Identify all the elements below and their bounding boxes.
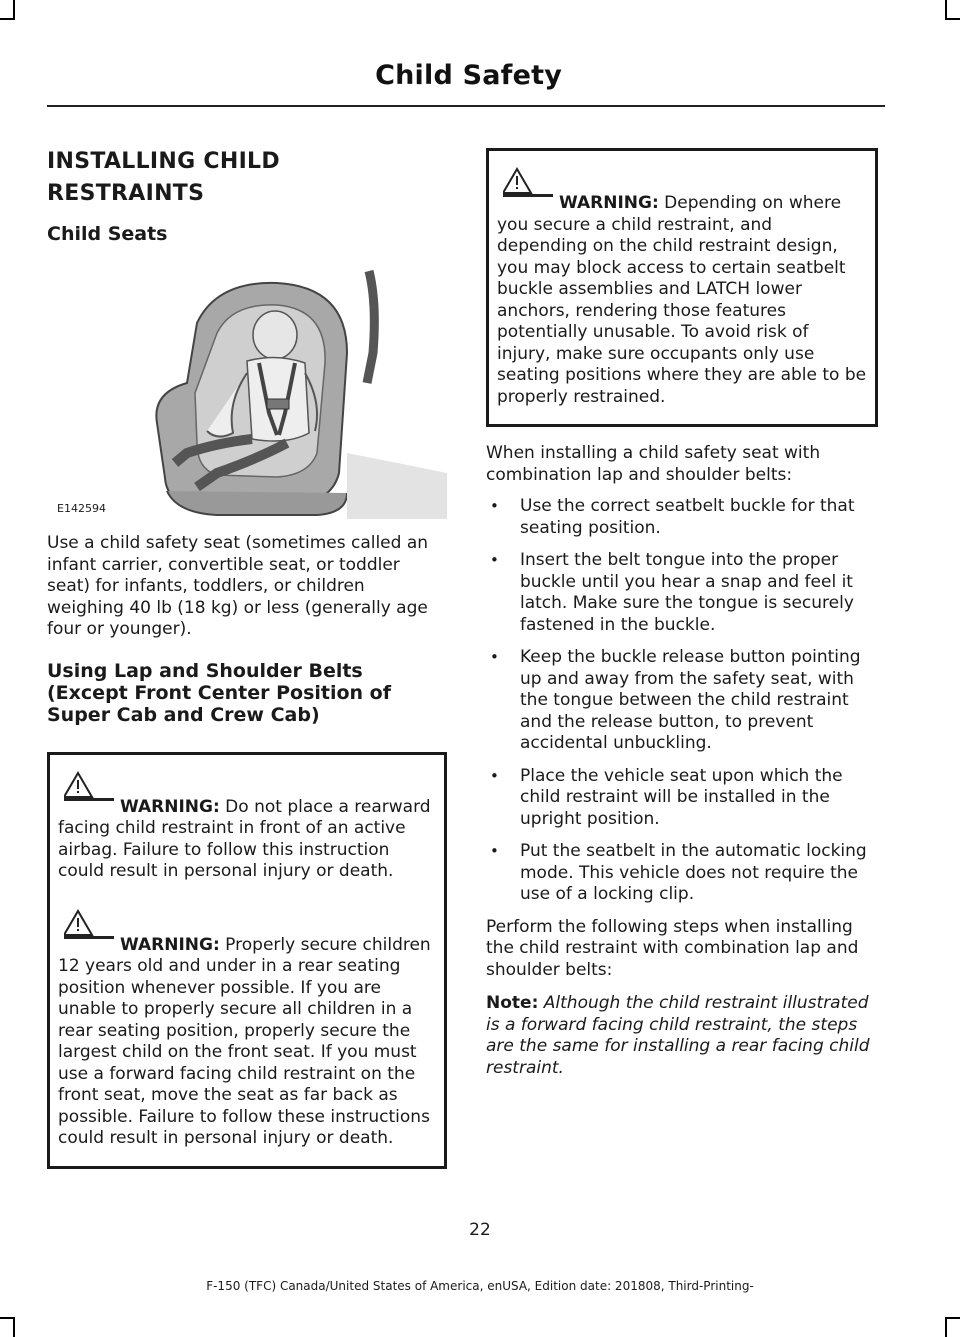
list-item: • Use the correct seatbelt buckle for that seating position. [486,496,878,539]
crop-mark [0,18,15,20]
warning-text: Do not place a rearward facing child restraint in front of an active airbag. Failure to follow this instruction could result in personal injury or death. [58,796,431,881]
header-divider [47,105,885,107]
warning-triangle-icon [64,771,116,801]
page-number: 22 [469,1220,491,1240]
section-heading-line2: RESTRAINTS [47,181,205,206]
warning-text: Properly secure children 12 years old and under in a rear seating position whenever possible. If you are unable to properly secure all children in a rear seating position, properly secure the largest child on the front seat. If you must use a forward facing child restraint on the front seat, move the seat as far back as possible. Failure to follow these instructions could result in personal injury or death. [58,934,431,1148]
crop-mark [945,1317,947,1337]
note-text: Although the child restraint illustrated is a forward facing child restraint, the steps are the same for installing a rear facing child restraint. [486,993,870,1078]
warning-item [58,909,436,1150]
warning-box-left [47,752,447,1169]
note-paragraph [486,993,878,1079]
crop-mark [945,0,947,20]
intro-paragraph: Use a child safety seat (sometimes called an infant carrier, convertible seat, or toddler seat) for infants, toddlers, or children weighing 40 lb (18 kg) or less (generally age four or younger). [47,533,429,639]
note-label: Note: [486,993,539,1013]
page-header-title: Child Safety [375,60,562,91]
warning-triangle-icon [64,909,116,939]
left-column [47,146,447,1169]
crop-mark [13,1317,15,1337]
crop-mark [13,0,15,20]
warning-text: Depending on where you secure a child restraint, and depending on the child restraint design, you may block access to certain seatbelt buckle assemblies and LATCH lower anchors, rendering those features potentially unusable. To avoid risk of injury, make sure occupants only use seating positions where they are able to be properly restrained. [497,193,867,407]
warning-box-right [486,148,878,427]
section-heading-line1: INSTALLING CHILD [47,149,280,174]
child-seat-illustration [47,263,447,519]
warning-label: WARNING: [120,934,220,955]
list-item: • Place the vehicle seat upon which the child restraint will be installed in the upright position. [486,766,878,831]
crop-mark [945,1317,960,1319]
installing-intro: When installing a child safety seat with combination lap and shoulder belts: [486,443,821,485]
figure-code: E142594 [57,502,106,515]
crop-mark [945,18,960,20]
footer-text: F-150 (TFC) Canada/United States of America, enUSA, Edition date: 201808, Third-Printing- [206,1279,754,1293]
list-item: • Keep the buckle release button pointing up and away from the safety seat, with the tongue between the child restraint and the release button, to prevent accidental unbuckling. [486,647,878,755]
child-seat-figure [47,263,447,519]
subheading-lap-shoulder-belts: Using Lap and Shoulder Belts (Except Front Center Position of Super Cab and Crew Cab) [47,659,391,726]
installation-bullet-list [486,496,878,906]
warning-label: WARNING: [559,193,659,213]
list-item: • Put the seatbelt in the automatic locking mode. This vehicle does not require the use of a locking clip. [486,841,878,906]
list-item: • Insert the belt tongue into the proper buckle until you hear a snap and feel it latch. Make sure the tongue is securely fastened in the buckle. [486,550,878,636]
right-column [486,148,878,1079]
warning-item [497,167,867,408]
warning-item [58,771,436,883]
warning-label: WARNING: [120,796,220,817]
subheading-child-seats: Child Seats [47,223,168,245]
warning-triangle-icon [503,167,555,197]
steps-intro: Perform the following steps when installing the child restraint with combination lap and shoulder belts: [486,916,859,980]
crop-mark [0,1317,15,1319]
